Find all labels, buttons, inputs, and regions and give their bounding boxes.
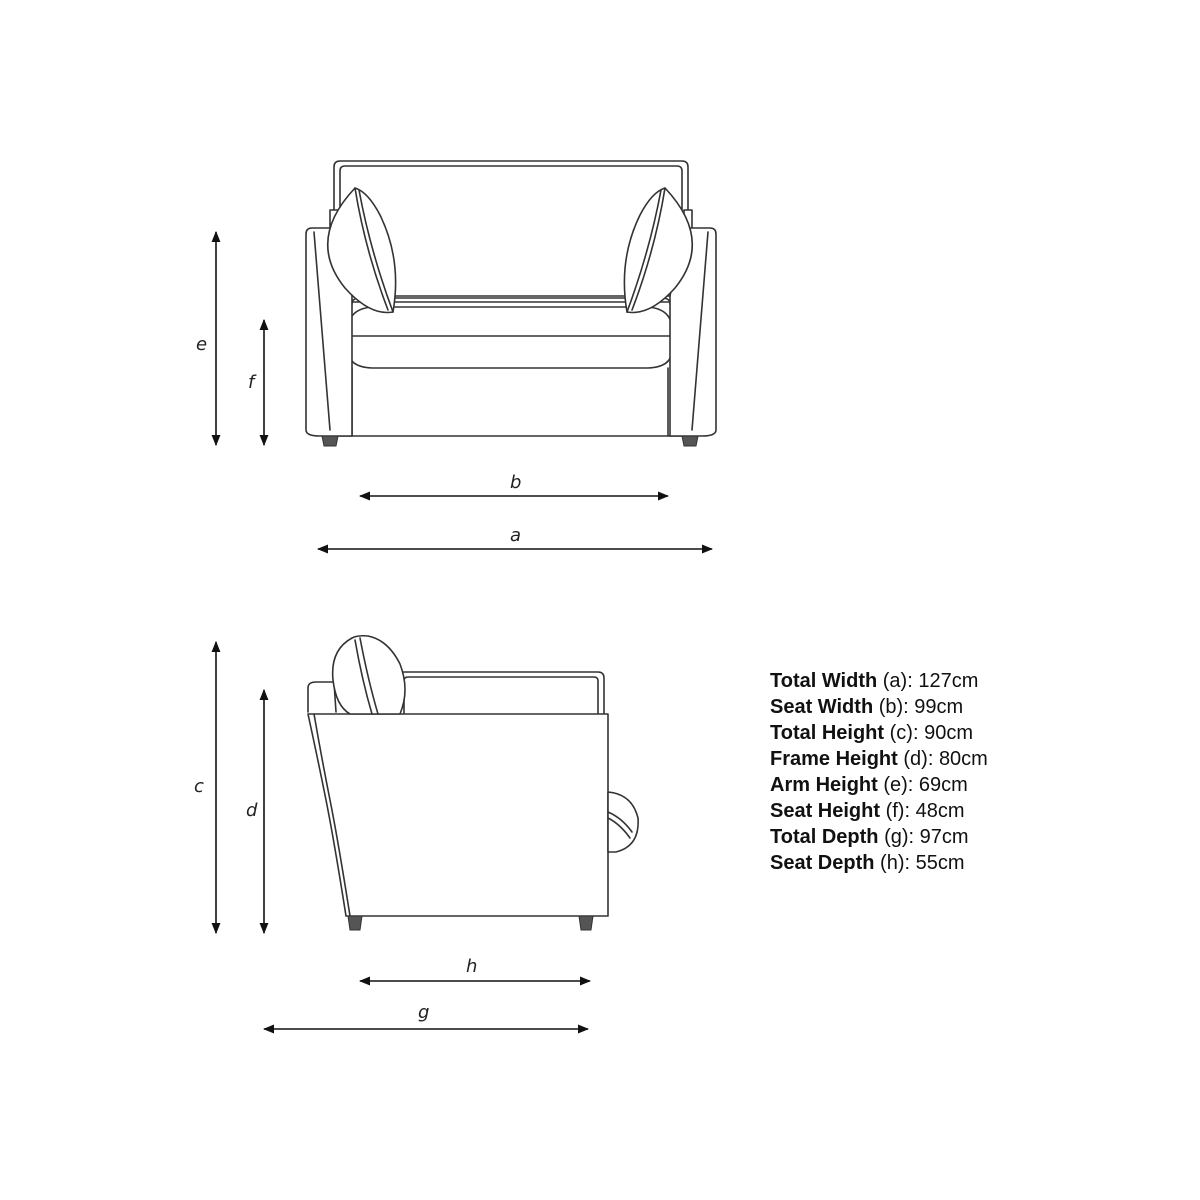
dimension-label-b: b (510, 472, 522, 493)
dimension-label-a: a (510, 525, 522, 546)
side-body (308, 714, 608, 916)
spec-letter: (b): (878, 696, 909, 718)
spec-row-frame-height (770, 746, 988, 772)
spec-value: 48cm (915, 800, 965, 822)
spec-name: Total Depth (770, 826, 879, 848)
spec-value: 97cm (919, 826, 969, 848)
spec-value: 69cm (918, 774, 968, 796)
spec-name: Seat Height (770, 800, 881, 822)
spec-row-total-width (770, 668, 988, 694)
spec-row-total-height (770, 720, 988, 746)
spec-row-total-depth (770, 824, 988, 850)
dimension-label-h: h (466, 956, 478, 977)
spec-row-arm-height (770, 772, 988, 798)
spec-row-seat-width (770, 694, 988, 720)
spec-name: Arm Height (770, 774, 878, 796)
spec-value: 127cm (918, 670, 979, 692)
spec-value: 55cm (915, 852, 965, 874)
spec-letter: (h): (880, 852, 911, 874)
front-seat-cushion (348, 307, 672, 368)
spec-row-seat-height (770, 798, 988, 824)
dimension-label-e: e (196, 334, 208, 355)
spec-letter: (a): (882, 670, 913, 692)
spec-row-seat-depth (770, 850, 988, 876)
side-pillow-front (608, 792, 638, 852)
spec-name: Total Height (770, 722, 885, 744)
side-leg-back (348, 916, 362, 930)
dimension-label-d: d (246, 800, 258, 821)
side-back-cushion (398, 672, 604, 714)
front-leg-left (322, 436, 338, 446)
dimension-label-g: g (418, 1002, 430, 1023)
front-leg-right (682, 436, 698, 446)
dimension-label-f: f (248, 372, 255, 393)
side-arm-top (308, 682, 336, 712)
spec-letter: (e): (883, 774, 914, 796)
spec-name: Total Width (770, 670, 878, 692)
front-view-sofa (306, 161, 716, 446)
dimension-label-c: c (194, 776, 204, 797)
spec-name: Frame Height (770, 748, 898, 770)
spec-name: Seat Width (770, 696, 874, 718)
spec-letter: (f): (885, 800, 911, 822)
spec-value: 90cm (924, 722, 973, 744)
spec-letter: (g): (884, 826, 915, 848)
spec-value: 80cm (938, 748, 988, 770)
dimensions-spec-list (770, 668, 988, 876)
spec-name: Seat Depth (770, 852, 875, 874)
spec-value: 99cm (914, 696, 964, 718)
side-pillow-back (333, 636, 405, 714)
side-leg-front (579, 916, 593, 930)
spec-letter: (c): (889, 722, 919, 744)
spec-letter: (d): (903, 748, 934, 770)
side-view-sofa (308, 636, 638, 930)
